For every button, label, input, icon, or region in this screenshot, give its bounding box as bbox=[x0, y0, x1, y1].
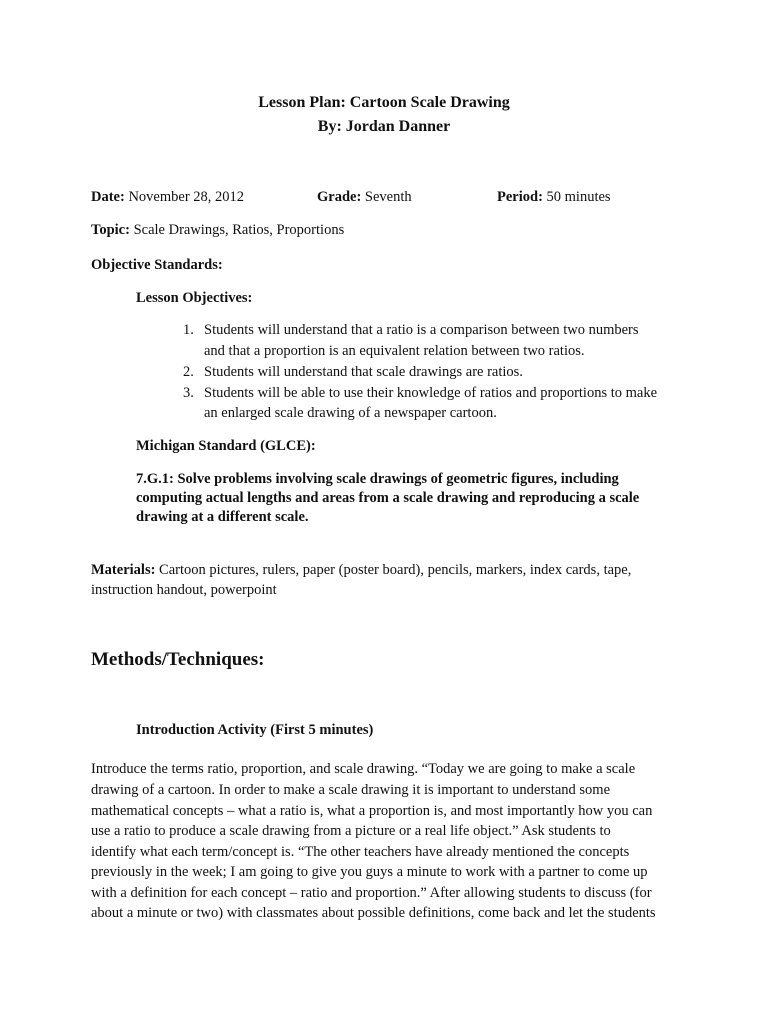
paragraph-line: mathematical concepts – what a ratio is, what a proportion is, and most importantly how you can bbox=[91, 803, 653, 819]
date-label: Date: bbox=[91, 189, 125, 205]
topic-label: Topic: bbox=[91, 222, 130, 238]
paragraph-line: use a ratio to produce a scale drawing from a picture or a real life object.” Ask students to bbox=[91, 823, 611, 839]
paragraph-line: with a definition for each concept – ratio and proportion.” After allowing students to discuss (for bbox=[91, 885, 652, 901]
grade-label: Grade: bbox=[317, 189, 362, 205]
objective-text: Students will understand that scale drawings are ratios. bbox=[204, 364, 523, 380]
objective-standards-heading: Objective Standards: bbox=[91, 257, 223, 273]
lesson-objectives-heading: Lesson Objectives: bbox=[136, 290, 253, 306]
paragraph-line: identify what each term/concept is. “The other teachers have already mentioned the concepts bbox=[91, 844, 630, 860]
paragraph-line: drawing of a cartoon. In order to make a scale drawing it is important to understand some bbox=[91, 782, 611, 798]
objective-text: Students will be able to use their knowledge of ratios and proportions to make bbox=[204, 385, 658, 401]
period-field bbox=[497, 189, 611, 206]
standard-line: computing actual lengths and areas from a scale drawing and reproducing a scale bbox=[136, 490, 640, 506]
paragraph-line: Introduce the terms ratio, proportion, and scale drawing. “Today we are going to make a scale bbox=[91, 761, 636, 777]
standard-line: drawing at a different scale. bbox=[136, 509, 309, 525]
period-value: 50 minutes bbox=[546, 189, 611, 205]
period-label: Period: bbox=[497, 189, 543, 205]
objective-text: an enlarged scale drawing of a newspaper cartoon. bbox=[204, 405, 497, 421]
standard-line: 7.G.1: Solve problems involving scale drawings of geometric figures, including bbox=[136, 471, 619, 487]
methods-heading: Methods/Techniques: bbox=[91, 649, 265, 670]
objective-text: and that a proportion is an equivalent relation between two ratios. bbox=[204, 343, 585, 359]
intro-activity-heading: Introduction Activity (First 5 minutes) bbox=[136, 722, 374, 738]
document-title: Lesson Plan: Cartoon Scale Drawing bbox=[258, 94, 510, 111]
paragraph-line: about a minute or two) with classmates about possible definitions, come back and let the students bbox=[91, 905, 656, 921]
paragraph-line: previously in the week; I am going to give you guys a minute to work with a partner to come up bbox=[91, 864, 648, 880]
objective-number: 1. bbox=[183, 322, 194, 338]
materials-line bbox=[91, 562, 631, 579]
materials-line-2: instruction handout, powerpoint bbox=[91, 582, 277, 598]
topic-field bbox=[91, 222, 344, 239]
michigan-standard-heading: Michigan Standard (GLCE): bbox=[136, 438, 316, 454]
topic-value: Scale Drawings, Ratios, Proportions bbox=[133, 222, 345, 238]
objective-number: 2. bbox=[183, 364, 194, 380]
date-value: November 28, 2012 bbox=[128, 189, 245, 205]
grade-field bbox=[317, 189, 412, 206]
document-author: By: Jordan Danner bbox=[317, 118, 451, 135]
grade-value: Seventh bbox=[364, 189, 412, 205]
objective-text: Students will understand that a ratio is a comparison between two numbers bbox=[204, 322, 639, 338]
materials-label: Materials: bbox=[91, 562, 156, 578]
date-field bbox=[91, 189, 244, 206]
objective-number: 3. bbox=[183, 385, 194, 401]
materials-value: Cartoon pictures, rulers, paper (poster board), pencils, markers, index cards, tape, bbox=[159, 562, 632, 578]
